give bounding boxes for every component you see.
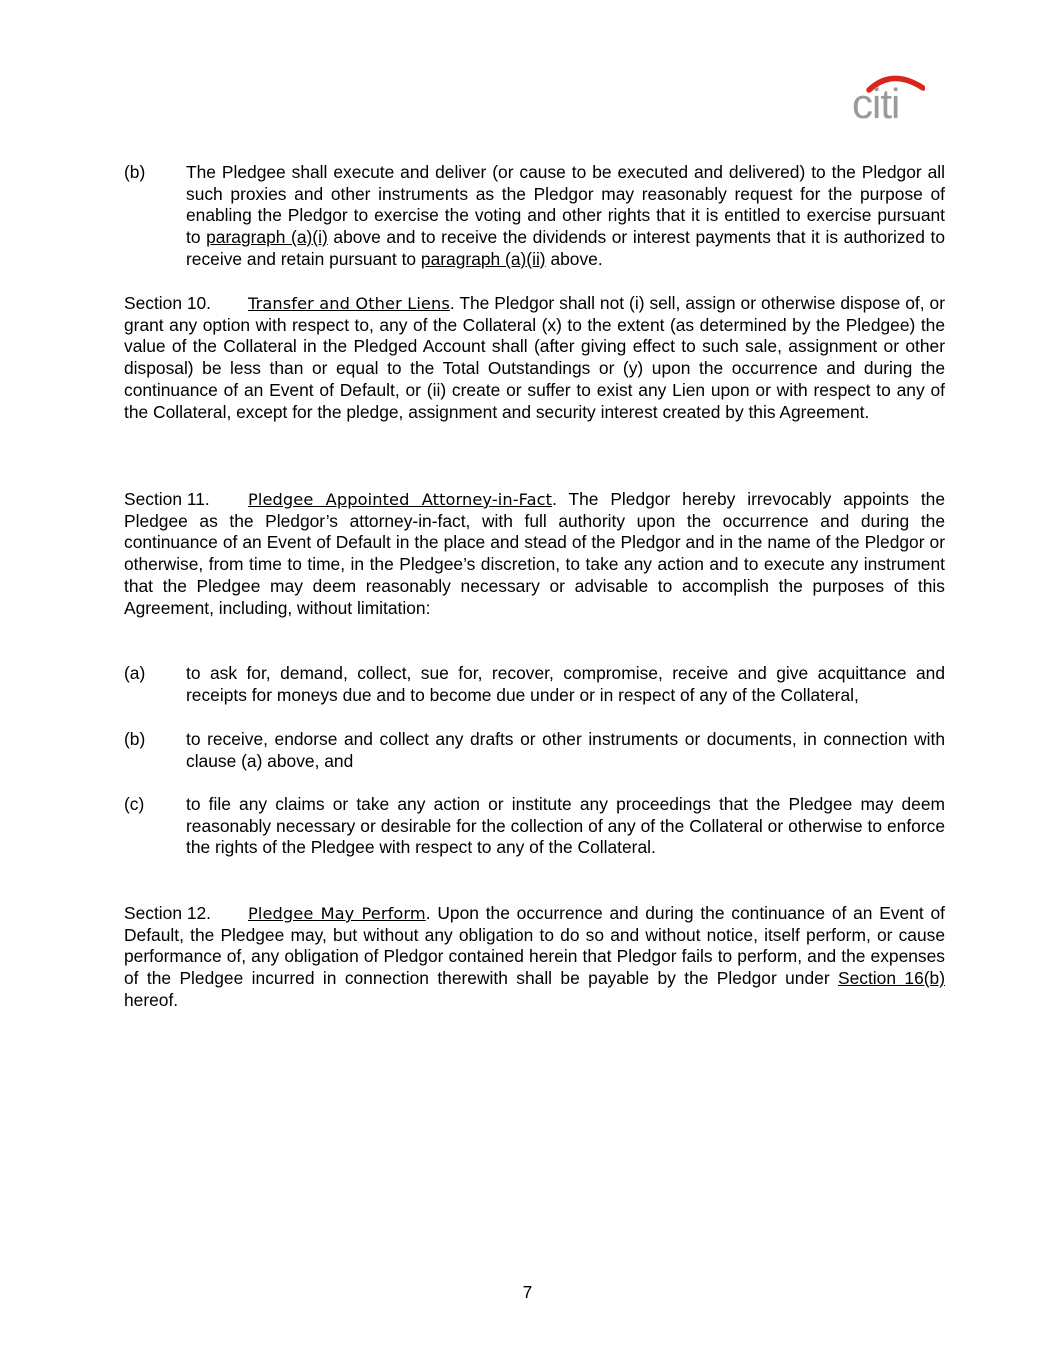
list-item-text: to receive, endorse and collect any drafts or other instruments or documents, in connection with clause (a) above, and [186,729,945,771]
cross-reference: Section 16(b) [838,968,945,989]
section-heading: Pledgee Appointed Attorney-in-Fact [248,490,553,509]
list-item-text: to file any claims or take any action or institute any proceedings that the Pledgee may deem reasonably necessary or desirable for the collection of any of the Collateral or otherwise to enforce the rights of the Pledgee with respect to any of the Collateral. [186,794,945,858]
section-heading: Pledgee May Perform [248,904,426,923]
list-item [124,794,945,859]
list-item-label: (b) [124,729,146,749]
cross-reference: paragraph (a)(ii) [420,248,546,269]
cross-reference: paragraph (a)(i) [206,227,328,248]
page-number: 7 [522,1282,533,1302]
list-item [124,663,945,706]
paragraph-b [124,162,945,271]
section-label: Section 11. [124,489,210,509]
section-body: . The Pledgor shall not (i) sell, assign or otherwise dispose of, or grant any option with respect to, any of the Collateral (x) to the extent (as determined by the Pledgee) the value of the Collateral in the Pledged Account shall (after giving effect to such sale, assignment or other disposal) be less than or equal to the Total Outstandings or (y) upon the occurrence and during the continuance of an Event of Default, or (ii) create or suffer to exist any Lien upon or with respect to any of the Collateral, except for the pledge, assignment and security interest created by this Agreement. [124,293,945,422]
section-11 [124,489,945,619]
list-item-text: to ask for, demand, collect, sue for, recover, compromise, receive and give acquittance and receipts for moneys due and to become due under or in respect of any of the Collateral, [186,663,945,705]
list-item-label: (a) [124,663,146,683]
section-12: Section 12. Pledgee May Perform. Upon the occurrence and during the continuance of an Event of Default, the Pledgee may, but without any obligation to do so and without notice, itself perform, or cause performance of, any obligation of Pledgor contained herein that Pledgor fails to perform, and the expenses of the Pledgee incurred in connection therewith shall be payable by the Pledgor under Section 16(b) hereof. [124,903,945,1010]
list-item-label: (c) [124,794,145,814]
section-label: Section 10. [124,293,212,313]
citi-logo [851,70,925,122]
section-10 [124,293,945,423]
section-heading: Transfer and Other Liens [248,294,450,313]
section-label: Section 12. [124,903,212,923]
paragraph-text: The Pledgee shall execute and deliver (or cause to be executed and delivered) to the Pledgor all such proxies and other instruments as the Pledgor may reasonably request for the purpose of enabling the Pledgor to exercise the voting and other rights that it is entitled to exercise pursuant to paragraph (a)(i) above and to receive the dividends or interest payments that it is authorized to receive and retain pursuant to paragraph (a)(ii) above. [186,162,946,269]
citi-logo-text: citi [852,80,900,122]
section-body: . Upon the occurrence and during the continuance of an Event of Default, the Pledgee may, but without any obligation to do so and without notice, itself perform, or cause performance of, any obligation of Pledgor contained herein that Pledgor fails to perform, and the expenses of the Pledgee incurred in connection therewith shall be payable by the Pledgor under [124,903,945,989]
section-body: . The Pledgor hereby irrevocably appoints the Pledgee as the Pledgor’s attorney-in-fact, with full authority upon the occurrence and during the continuance of an Event of Default in the place and stead of the Pledgor and in the name of the Pledgor or otherwise, from time to time, in the Pledgee’s discretion, to take any action and to execute any instrument that the Pledgee may deem reasonably necessary or advisable to accomplish the purposes of this Agreement, including, without limitation: [124,489,945,618]
citi-logo-graphic [851,70,925,122]
list-item [124,729,945,772]
paragraph-label: (b) [124,162,146,182]
